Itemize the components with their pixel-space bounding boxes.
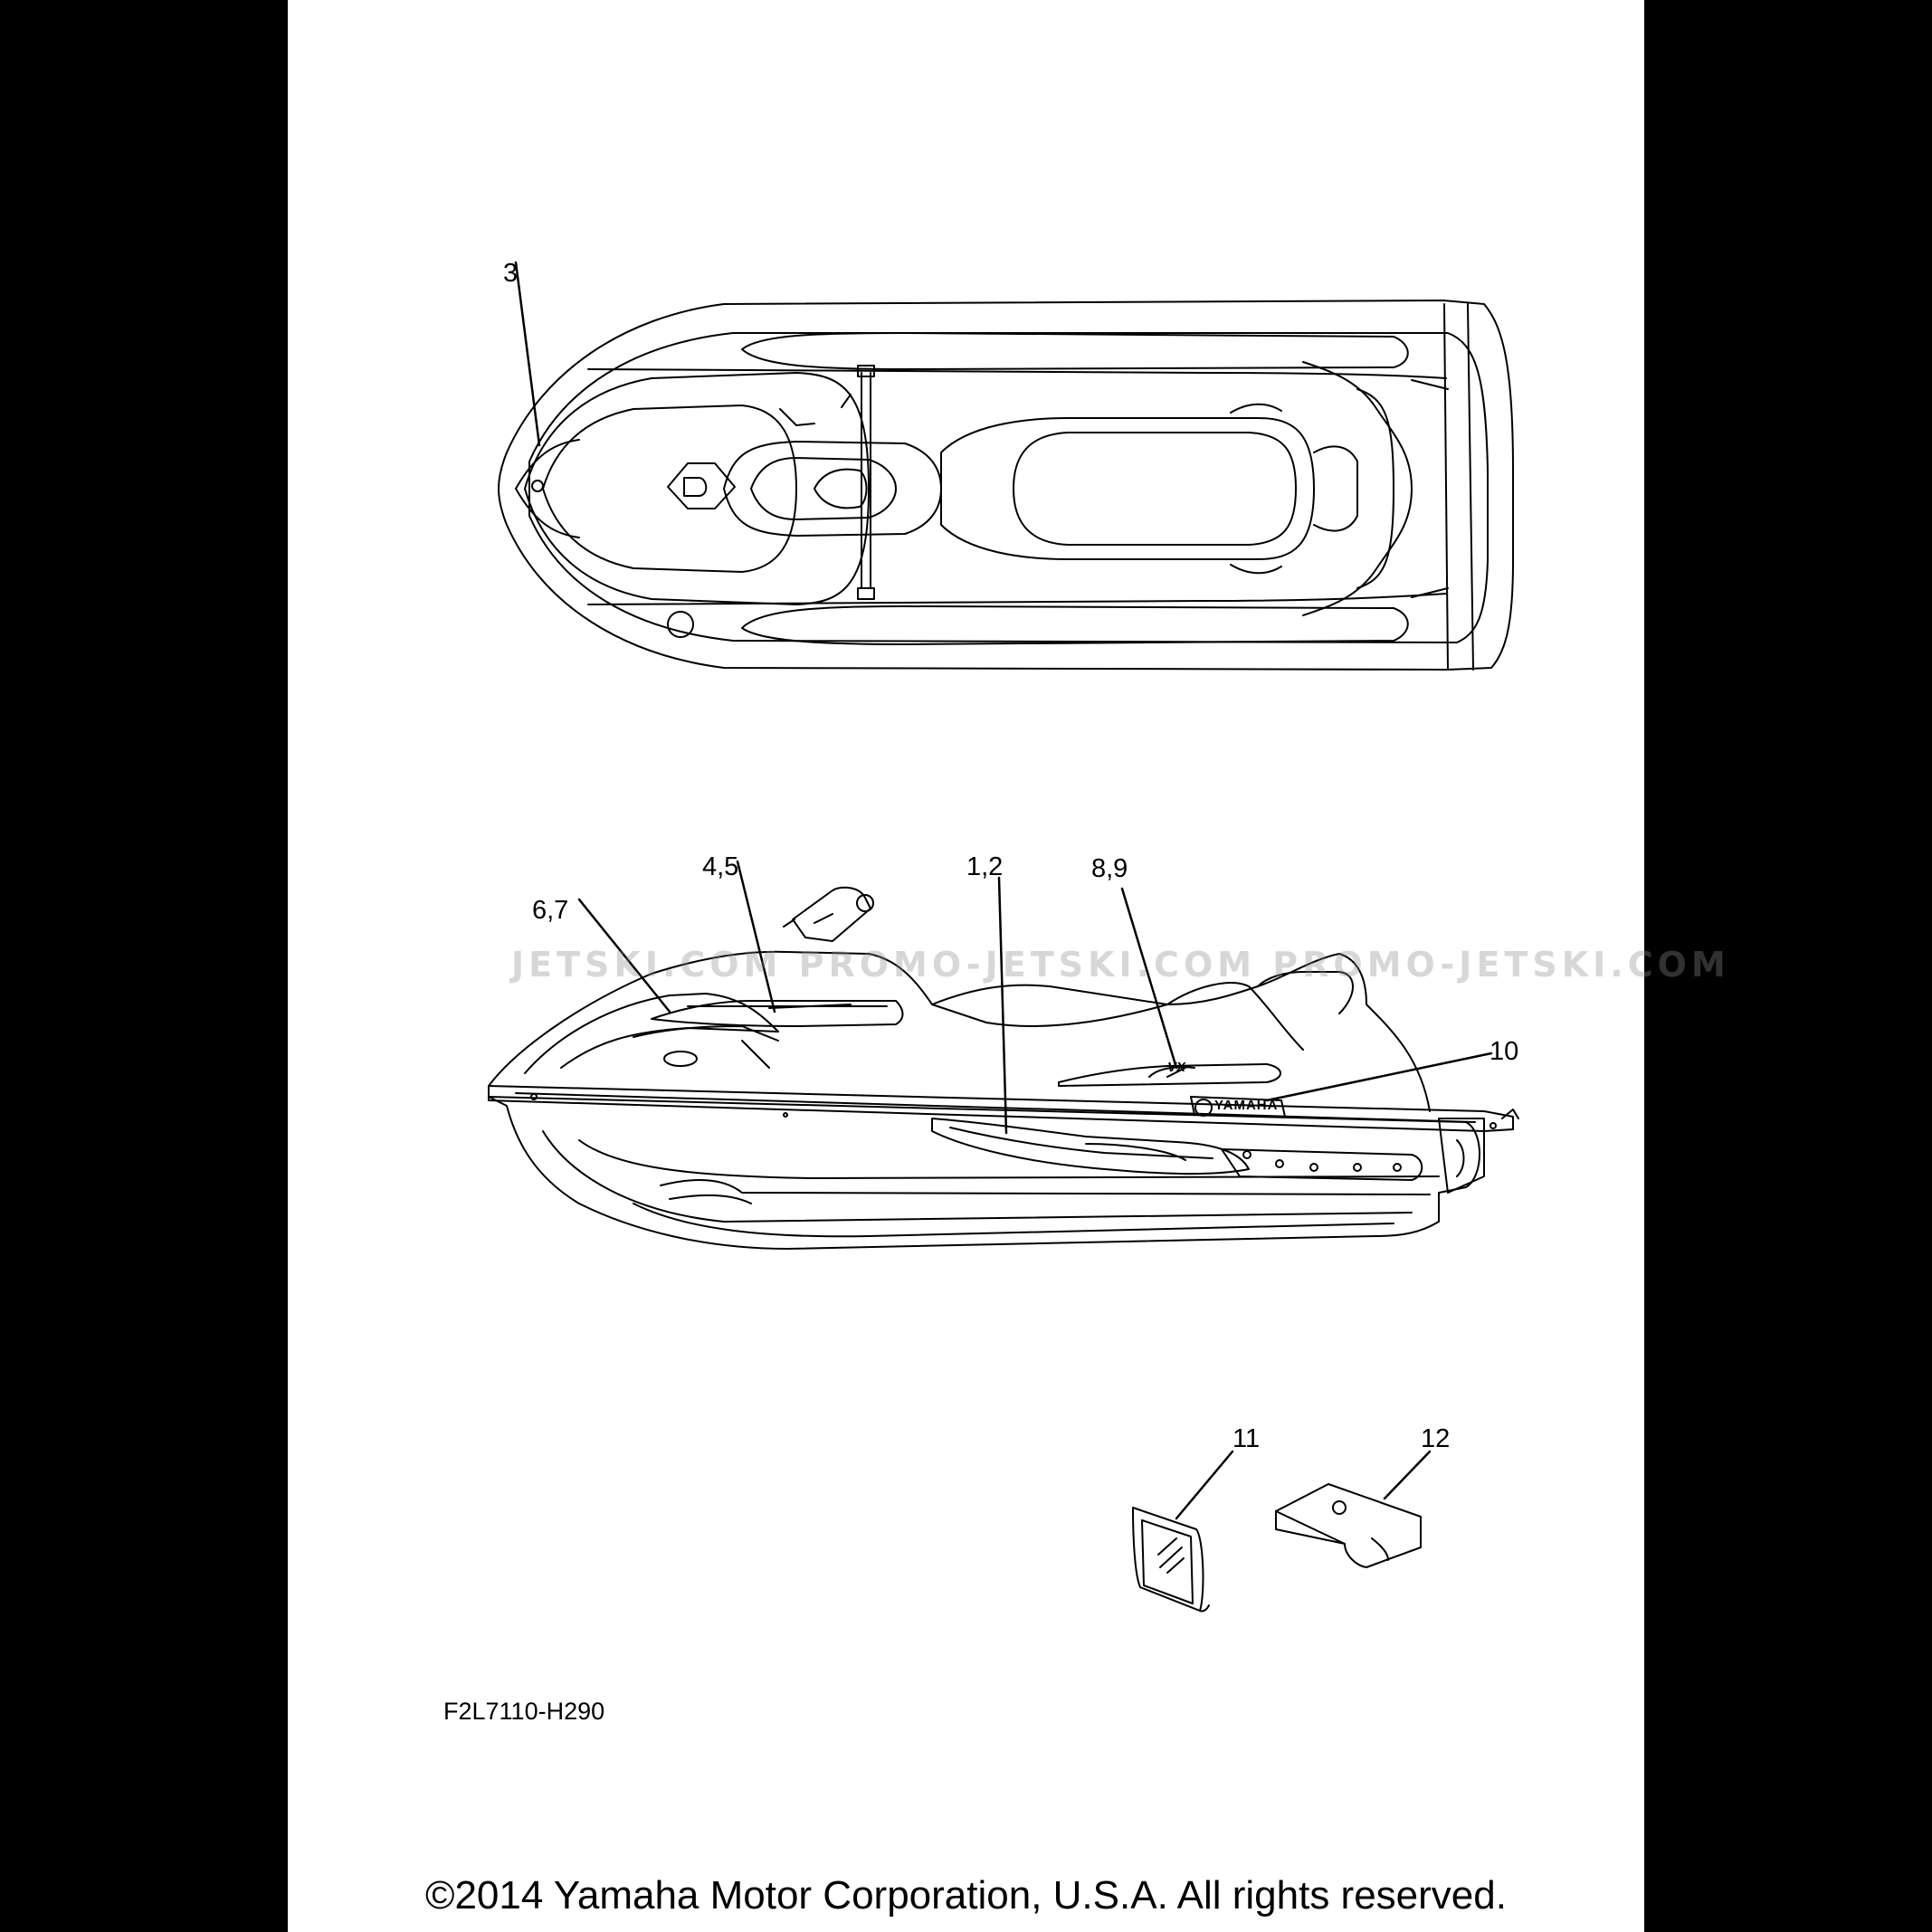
side-view-watercraft — [489, 861, 1730, 1249]
copyright-notice: ©2014 Yamaha Motor Corporation, U.S.A. All rights reserved. — [425, 1873, 1507, 1918]
diagram-code: F2L7110-H290 — [443, 1698, 605, 1725]
top-view-watercraft — [499, 259, 1513, 670]
callout-8-9: 8,9 — [1091, 854, 1128, 883]
vx-decal-text: VX — [1167, 1060, 1186, 1075]
callout-10: 10 — [1489, 1037, 1519, 1066]
watermark-text: JETSKI.COM PROMO-JETSKI.COM PROMO-JETSKI.COM — [511, 945, 1730, 985]
item-12-pouch — [1276, 1451, 1430, 1567]
callout-4-5: 4,5 — [702, 852, 739, 881]
yamaha-badge-text: YAMAHA — [1214, 1098, 1279, 1113]
callout-6-7: 6,7 — [532, 896, 569, 925]
callout-1-2: 1,2 — [966, 852, 1004, 881]
item-11-owners-manual-bag — [1133, 1451, 1232, 1612]
callout-3: 3 — [503, 259, 519, 288]
callout-12: 12 — [1421, 1424, 1451, 1453]
callout-11: 11 — [1232, 1424, 1261, 1453]
